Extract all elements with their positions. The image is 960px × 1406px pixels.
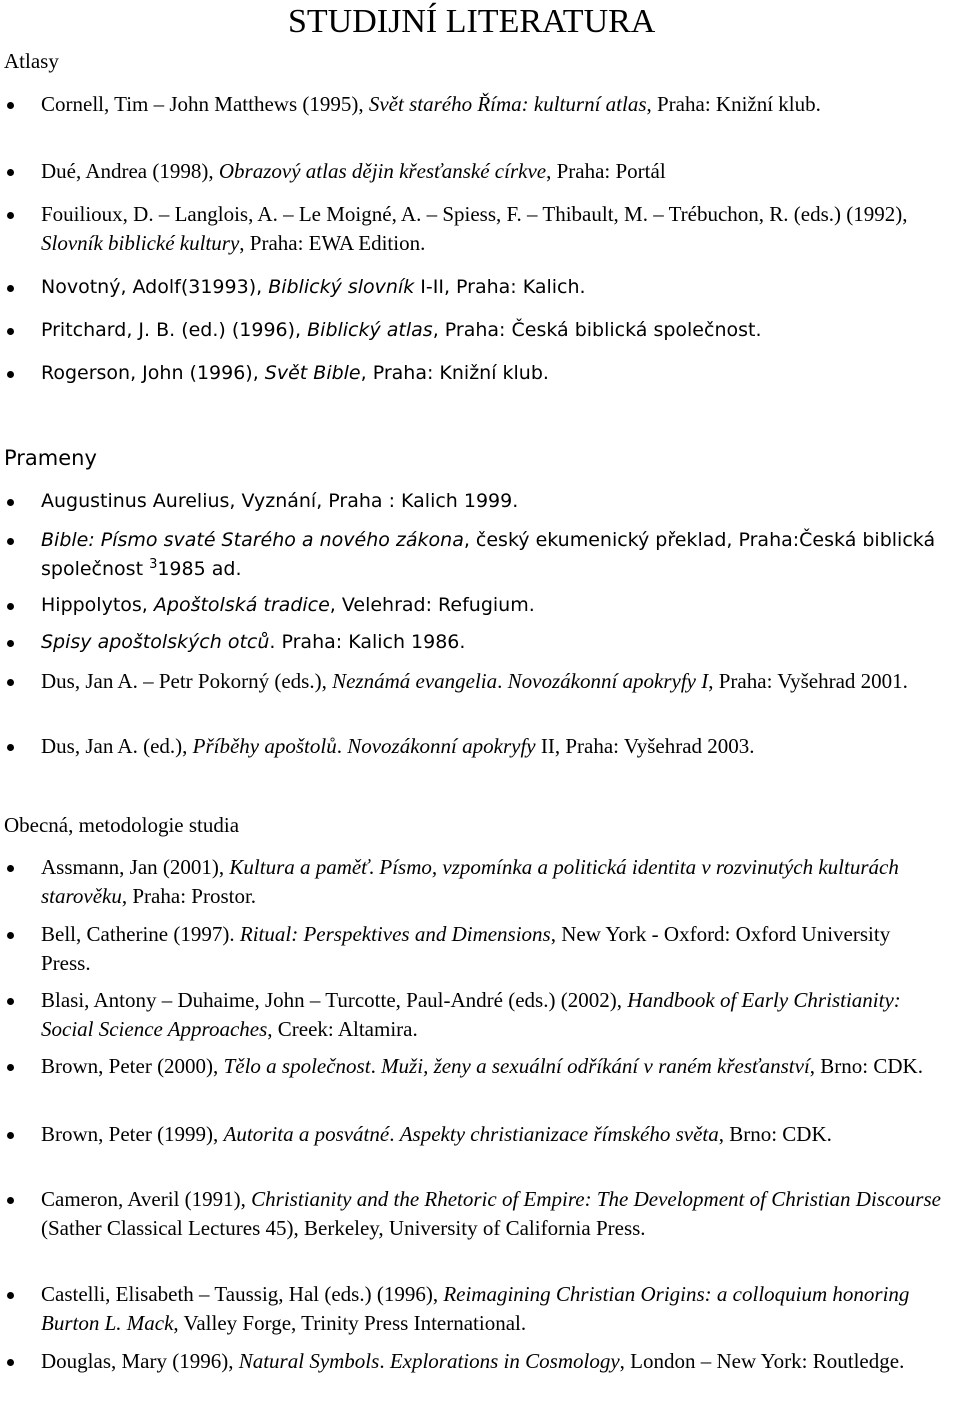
entry-title: Reimagining Christian Origins: a colloquium honoring Burton L. Mack bbox=[41, 1282, 910, 1335]
list-item bbox=[41, 853, 941, 911]
entry-title: Písmo, vzpomínka a politická identita v rozvinutých kulturách starověku bbox=[41, 855, 899, 908]
list-item bbox=[41, 1347, 941, 1376]
entry-text: , London – New York: Routledge. bbox=[619, 1349, 905, 1373]
bullet-icon bbox=[7, 932, 14, 939]
entry-title: Svět starého Říma: kulturní atlas bbox=[368, 92, 647, 116]
list-item bbox=[41, 920, 941, 978]
entry-text: , Praha: Prostor. bbox=[121, 884, 257, 908]
entry-title: Biblický atlas bbox=[307, 319, 433, 341]
entry-title: Aspekty christianizace římského světa bbox=[399, 1122, 719, 1146]
entry-text: . bbox=[368, 855, 380, 879]
entry-text: Castelli, Elisabeth – Taussig, Hal (eds.) (1996), bbox=[41, 1282, 444, 1306]
entry-text: Novotný, Adolf(31993), bbox=[41, 276, 269, 298]
entry-text: , Brno: CDK. bbox=[809, 1054, 923, 1078]
entry-text: , Praha: Česká biblická společnost. bbox=[432, 319, 762, 341]
entry-text: . bbox=[379, 1349, 390, 1373]
bullet-icon bbox=[7, 285, 14, 292]
entry-title: Muži, ženy a sexuální odříkání v raném křesťanství bbox=[381, 1054, 810, 1078]
list-item bbox=[41, 591, 941, 620]
bullet-icon bbox=[7, 538, 14, 545]
bullet-icon bbox=[7, 1132, 14, 1139]
entry-text: , český ekumenický překlad, Praha:Česká biblická společnost bbox=[41, 529, 936, 580]
bullet-icon bbox=[7, 1292, 14, 1299]
list-item bbox=[41, 1280, 941, 1338]
entry-text: Hippolytos, bbox=[41, 594, 154, 616]
section-heading-atlasy: Atlasy bbox=[4, 49, 59, 73]
bullet-icon bbox=[7, 679, 14, 686]
list-item bbox=[41, 526, 941, 584]
list-item bbox=[41, 1120, 941, 1149]
entry-text: , Valley Forge, Trinity Press International. bbox=[173, 1311, 527, 1335]
entry-text: Pritchard, J. B. (ed.) (1996), bbox=[41, 319, 308, 341]
section-heading-prameny: Prameny bbox=[4, 446, 97, 470]
entry-text: Cameron, Averil (1991), bbox=[41, 1187, 252, 1211]
entry-title: Christianity and the Rhetoric of Empire: The Development of Christian Discourse bbox=[251, 1187, 941, 1211]
list-item bbox=[41, 487, 941, 516]
entry-title: Novozákonní apokryfy bbox=[347, 734, 536, 758]
entry-title: Obrazový atlas dějin křesťanské církve bbox=[218, 159, 547, 183]
list-item bbox=[41, 667, 941, 696]
entry-text: (Sather Classical Lectures 45), Berkeley, University of California Press. bbox=[41, 1216, 646, 1240]
bullet-icon bbox=[7, 1197, 14, 1204]
list-item bbox=[41, 200, 941, 258]
entry-text: Bell, Catherine (1997). bbox=[41, 922, 240, 946]
entry-text: . bbox=[336, 734, 348, 758]
entry-title: Bible: Písmo svaté Starého a nového zákona bbox=[41, 529, 464, 551]
entry-text: Assmann, Jan (2001), bbox=[41, 855, 230, 879]
entry-title: Spisy apoštolských otců bbox=[41, 631, 270, 653]
bullet-icon bbox=[7, 865, 14, 872]
list-item bbox=[41, 273, 941, 302]
entry-text: Augustinus Aurelius, Vyznání, Praha : Kalich 1999. bbox=[41, 490, 519, 512]
entry-title: Kultura a paměť bbox=[229, 855, 369, 879]
entry-title: Tělo a společnost bbox=[223, 1054, 371, 1078]
entry-text: , Brno: CDK. bbox=[718, 1122, 832, 1146]
entry-title: Natural Symbols bbox=[238, 1349, 380, 1373]
entry-text: , Velehrad: Refugium. bbox=[329, 594, 535, 616]
bullet-icon bbox=[7, 1359, 14, 1366]
bullet-icon bbox=[7, 328, 14, 335]
edition-superscript: 3 bbox=[149, 557, 158, 572]
entry-text: Douglas, Mary (1996), bbox=[41, 1349, 239, 1373]
bullet-icon bbox=[7, 640, 14, 647]
entry-title: Novozákonní apokryfy I bbox=[507, 669, 709, 693]
list-item bbox=[41, 157, 941, 186]
entry-text: , Praha: Knižní klub. bbox=[360, 362, 549, 384]
entry-text: , Praha: Portál bbox=[546, 159, 666, 183]
entry-title: Apoštolská tradice bbox=[153, 594, 330, 616]
entry-title: Příběhy apoštolů bbox=[192, 734, 337, 758]
list-item bbox=[41, 316, 941, 345]
bullet-icon bbox=[7, 212, 14, 219]
bullet-icon bbox=[7, 169, 14, 176]
entry-text: . bbox=[497, 669, 508, 693]
entry-text: . Praha: Kalich 1986. bbox=[269, 631, 466, 653]
entry-text: Blasi, Antony – Duhaime, John – Turcotte, Paul-André (eds.) (2002), bbox=[41, 988, 628, 1012]
entry-title: Ritual: Perspektives and Dimensions bbox=[239, 922, 551, 946]
entry-text: Dué, Andrea (1998), bbox=[41, 159, 219, 183]
bullet-icon bbox=[7, 998, 14, 1005]
entry-text: Cornell, Tim – John Matthews (1995), bbox=[41, 92, 369, 116]
list-item bbox=[41, 628, 941, 657]
entry-text: Brown, Peter (1999), bbox=[41, 1122, 224, 1146]
entry-title: Biblický slovník bbox=[268, 276, 415, 298]
entry-title: Explorations in Cosmology bbox=[389, 1349, 620, 1373]
entry-text: Dus, Jan A. (ed.), bbox=[41, 734, 193, 758]
bullet-icon bbox=[7, 744, 14, 751]
list-item bbox=[41, 732, 941, 761]
entry-text: , New York - Oxford: Oxford University Press. bbox=[41, 922, 891, 975]
entry-title: Neznámá evangelia bbox=[332, 669, 498, 693]
entry-text: , Praha: Knižní klub. bbox=[646, 92, 821, 116]
entry-text: , Creek: Altamira. bbox=[267, 1017, 418, 1041]
list-item bbox=[41, 1052, 941, 1081]
entry-text: . bbox=[389, 1122, 400, 1146]
bullet-icon bbox=[7, 102, 14, 109]
entry-title: Autorita a posvátné bbox=[223, 1122, 390, 1146]
bullet-icon bbox=[7, 603, 14, 610]
entry-text: . bbox=[370, 1054, 382, 1078]
entry-text: II, Praha: Vyšehrad 2003. bbox=[535, 734, 755, 758]
entry-title: Svět Bible bbox=[264, 362, 361, 384]
list-item bbox=[41, 986, 941, 1044]
entry-title: Handbook of Early Christianity: Social Science Approaches bbox=[41, 988, 901, 1041]
entry-text: Rogerson, John (1996), bbox=[41, 362, 265, 384]
list-item bbox=[41, 1185, 941, 1243]
entry-text: Dus, Jan A. – Petr Pokorný (eds.), bbox=[41, 669, 333, 693]
entry-text: Fouilioux, D. – Langlois, A. – Le Moigné, A. – Spiess, F. – Thibault, M. – Trébuchon, R. (eds.) (1992), bbox=[41, 202, 908, 226]
bullet-icon bbox=[7, 499, 14, 506]
bullet-icon bbox=[7, 1064, 14, 1071]
section-heading-obecna: Obecná, metodologie studia bbox=[4, 813, 240, 837]
entry-text: , Praha: Vyšehrad 2001. bbox=[708, 669, 908, 693]
entry-title: Slovník biblické kultury bbox=[41, 231, 240, 255]
page-title: STUDIJNÍ LITERATURA bbox=[288, 3, 656, 40]
bullet-icon bbox=[7, 371, 14, 378]
entry-text: I-II, Praha: Kalich. bbox=[414, 276, 586, 298]
list-item bbox=[41, 359, 941, 388]
entry-text: Brown, Peter (2000), bbox=[41, 1054, 224, 1078]
list-item bbox=[41, 90, 941, 119]
entry-text: , Praha: EWA Edition. bbox=[239, 231, 426, 255]
entry-text: 1985 ad. bbox=[157, 558, 242, 580]
